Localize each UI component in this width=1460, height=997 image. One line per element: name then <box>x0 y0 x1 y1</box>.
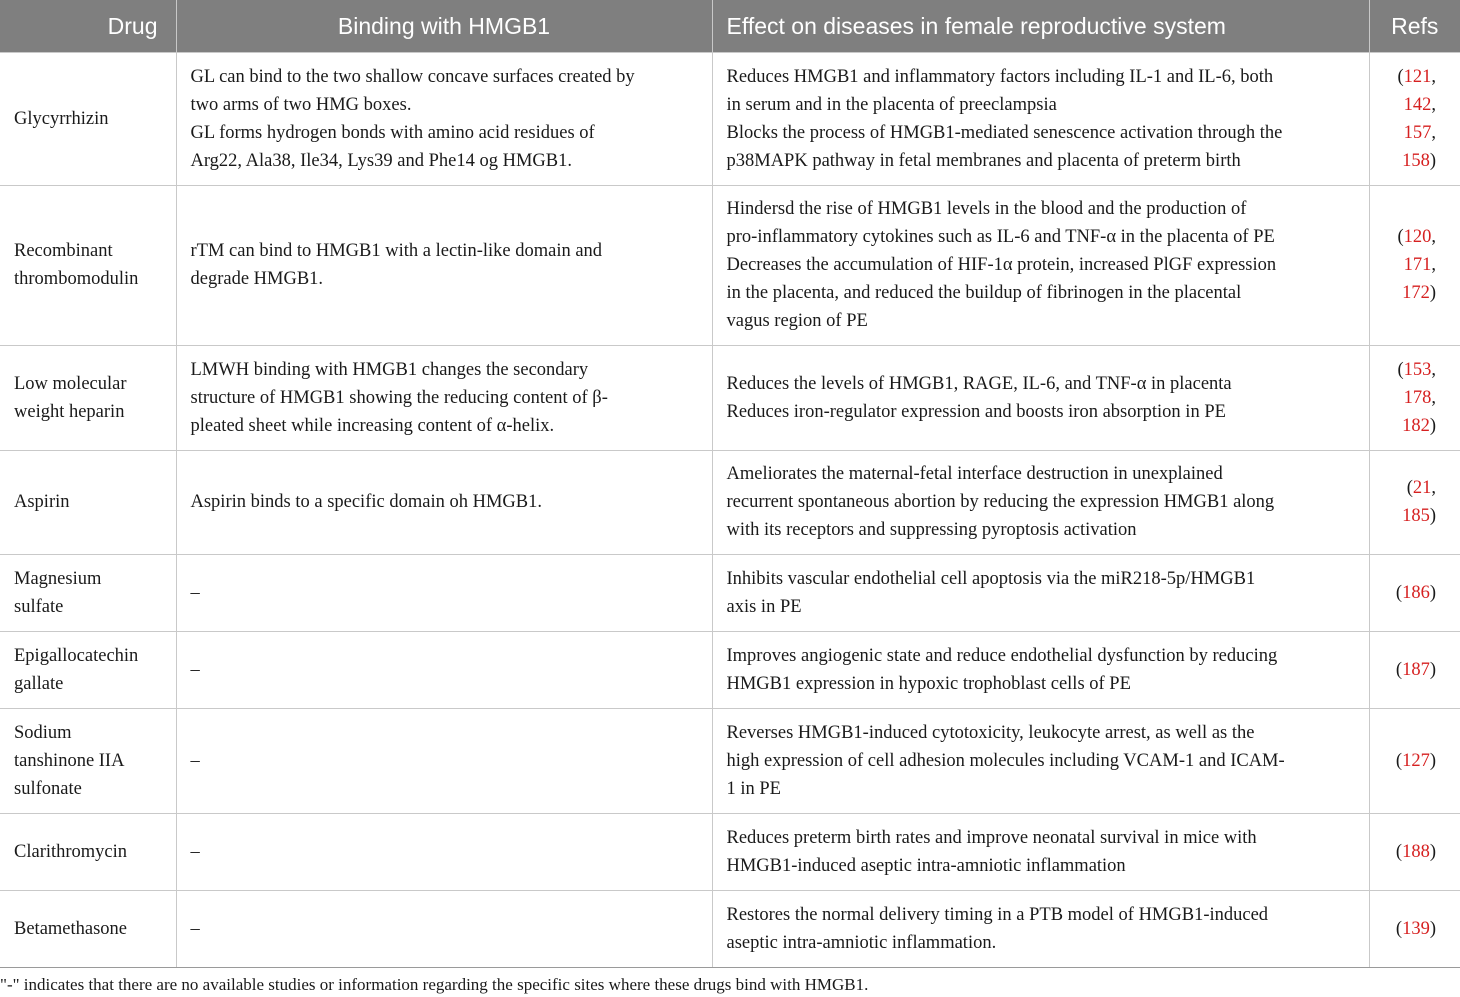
reference-link[interactable]: 185 <box>1402 506 1430 526</box>
binding-cell: – <box>176 813 712 890</box>
reference-link[interactable]: 187 <box>1402 659 1430 680</box>
refs-close-paren: ) <box>1429 841 1436 862</box>
refs-close-paren: ) <box>1429 415 1436 436</box>
drug-cell: Recombinant thrombomodulin <box>0 185 176 345</box>
refs-open-paren: ( <box>1397 66 1404 87</box>
effect-cell: Ameliorates the maternal-fetal interface destruction in unexplained recurrent spontaneous abortion by reducing the expression HMGB1 along with its receptors and suppressing pyroptosis activation <box>712 450 1369 554</box>
refs-close-paren: ) <box>1429 150 1436 171</box>
table-footnote: "-" indicates that there are no available studies or information regarding the specific sites where these drugs bind with HMGB1. <box>0 975 869 994</box>
refs-open-paren: ( <box>1395 841 1403 862</box>
reference-link[interactable]: 157 <box>1403 122 1432 143</box>
effect-cell: Reverses HMGB1-induced cytotoxicity, leukocyte arrest, as well as the high expression of cell adhesion molecules including VCAM-1 and ICAM- 1 in PE <box>712 708 1369 813</box>
header-effect: Effect on diseases in female reproductive system <box>712 0 1369 52</box>
refs-separator: , <box>1431 122 1436 143</box>
reference-link[interactable]: 153 <box>1403 359 1432 380</box>
drug-cell: Glycyrrhizin <box>0 52 176 185</box>
reference-link[interactable]: 182 <box>1402 415 1430 436</box>
binding-cell: – <box>176 708 712 813</box>
table-body <box>0 52 1460 967</box>
refs-cell <box>1369 554 1460 631</box>
effect-cell: Hindersd the rise of HMGB1 levels in the blood and the production of pro-inflammatory cytokines such as IL-6 and TNF-α in the placenta of PE Decreases the accumulation of HIF-1α protein, increased PlGF expression in the placenta, and reduced the buildup of fibrinogen in the placental vagus region of PE <box>712 185 1369 345</box>
drug-cell: Low molecular weight heparin <box>0 345 176 450</box>
refs-close-paren: ) <box>1429 582 1436 603</box>
table-row <box>0 813 1460 890</box>
reference-link[interactable]: 172 <box>1402 283 1430 303</box>
refs-open-paren: ( <box>1395 659 1403 680</box>
binding-cell: – <box>176 890 712 967</box>
refs-open-paren: ( <box>1397 359 1404 380</box>
refs-open-paren: ( <box>1395 582 1403 603</box>
refs-separator: , <box>1431 387 1436 408</box>
effect-cell: Inhibits vascular endothelial cell apoptosis via the miR218-5p/HMGB1 axis in PE <box>712 554 1369 631</box>
binding-cell: – <box>176 631 712 708</box>
table-row <box>0 708 1460 813</box>
reference-link[interactable]: 139 <box>1402 918 1430 939</box>
refs-open-paren: ( <box>1395 918 1403 939</box>
refs-separator: , <box>1431 478 1436 498</box>
refs-close-paren: ) <box>1429 750 1436 771</box>
drug-cell: Clarithromycin <box>0 813 176 890</box>
reference-link[interactable]: 142 <box>1403 94 1432 115</box>
drug-cell: Magnesium sulfate <box>0 554 176 631</box>
binding-cell: GL can bind to the two shallow concave surfaces created by two arms of two HMG boxes. GL forms hydrogen bonds with amino acid residues of Arg22, Ala38, Ile34, Lys39 and Phe14 og HMGB1. <box>176 52 712 185</box>
header-row <box>0 0 1460 52</box>
reference-link[interactable]: 188 <box>1402 841 1430 862</box>
effect-cell: Reduces HMGB1 and inflammatory factors including IL-1 and IL-6, both in serum and in the placenta of preeclampsia Blocks the process of HMGB1-mediated senescence activation through the p38MAPK pathway in fetal membranes and placenta of preterm birth <box>712 52 1369 185</box>
effect-cell: Reduces the levels of HMGB1, RAGE, IL-6, and TNF-α in placenta Reduces iron-regulator expression and boosts iron absorption in PE <box>712 345 1369 450</box>
header-refs: Refs <box>1369 0 1460 52</box>
header-drug: Drug <box>107 12 158 39</box>
reference-link[interactable]: 21 <box>1412 478 1432 498</box>
reference-link[interactable]: 120 <box>1403 227 1432 247</box>
drug-cell: Epigallocatechin gallate <box>0 631 176 708</box>
refs-separator: , <box>1431 94 1436 115</box>
refs-cell <box>1369 813 1460 890</box>
reference-link[interactable]: 121 <box>1403 66 1432 87</box>
refs-cell <box>1369 52 1460 185</box>
refs-close-paren: ) <box>1429 283 1436 303</box>
reference-link[interactable]: 186 <box>1402 582 1430 603</box>
refs-close-paren: ) <box>1429 659 1436 680</box>
effect-cell: Reduces preterm birth rates and improve neonatal survival in mice with HMGB1-induced aseptic intra-amniotic inflammation <box>712 813 1369 890</box>
refs-cell <box>1369 890 1460 967</box>
effect-cell: Restores the normal delivery timing in a PTB model of HMGB1-induced aseptic intra-amniotic inflammation. <box>712 890 1369 967</box>
table-row <box>0 345 1460 450</box>
refs-separator: , <box>1431 255 1436 275</box>
binding-cell: rTM can bind to HMGB1 with a lectin-like domain and degrade HMGB1. <box>176 185 712 345</box>
binding-cell: LMWH binding with HMGB1 changes the secondary structure of HMGB1 showing the reducing content of β- pleated sheet while increasing content of α-helix. <box>176 345 712 450</box>
reference-link[interactable]: 127 <box>1402 750 1430 771</box>
reference-link[interactable]: 171 <box>1403 255 1432 275</box>
refs-open-paren: ( <box>1395 750 1403 771</box>
table-row <box>0 631 1460 708</box>
effect-cell: Improves angiogenic state and reduce endothelial dysfunction by reducing HMGB1 expression in hypoxic trophoblast cells of PE <box>712 631 1369 708</box>
drug-cell: Aspirin <box>0 450 176 554</box>
table-row <box>0 52 1460 185</box>
refs-open-paren: ( <box>1406 478 1413 498</box>
table-row <box>0 890 1460 967</box>
drug-cell: Betamethasone <box>0 890 176 967</box>
refs-separator: , <box>1431 359 1436 380</box>
table-row <box>0 450 1460 554</box>
refs-close-paren: ) <box>1429 918 1436 939</box>
refs-cell <box>1369 450 1460 554</box>
binding-cell: Aspirin binds to a specific domain oh HMGB1. <box>176 450 712 554</box>
refs-close-paren: ) <box>1429 506 1436 526</box>
header-binding: Binding with HMGB1 <box>176 0 712 52</box>
refs-separator: , <box>1431 227 1436 247</box>
refs-separator: , <box>1431 66 1436 87</box>
table-row <box>0 554 1460 631</box>
refs-cell <box>1369 185 1460 345</box>
table-row <box>0 185 1460 345</box>
reference-link[interactable]: 178 <box>1403 387 1432 408</box>
refs-cell <box>1369 631 1460 708</box>
table-header <box>0 0 1460 52</box>
reference-link[interactable]: 158 <box>1402 150 1430 171</box>
binding-cell: – <box>176 554 712 631</box>
refs-cell <box>1369 708 1460 813</box>
refs-open-paren: ( <box>1397 227 1404 247</box>
drug-cell: Sodium tanshinone IIA sulfonate <box>0 708 176 813</box>
refs-cell <box>1369 345 1460 450</box>
